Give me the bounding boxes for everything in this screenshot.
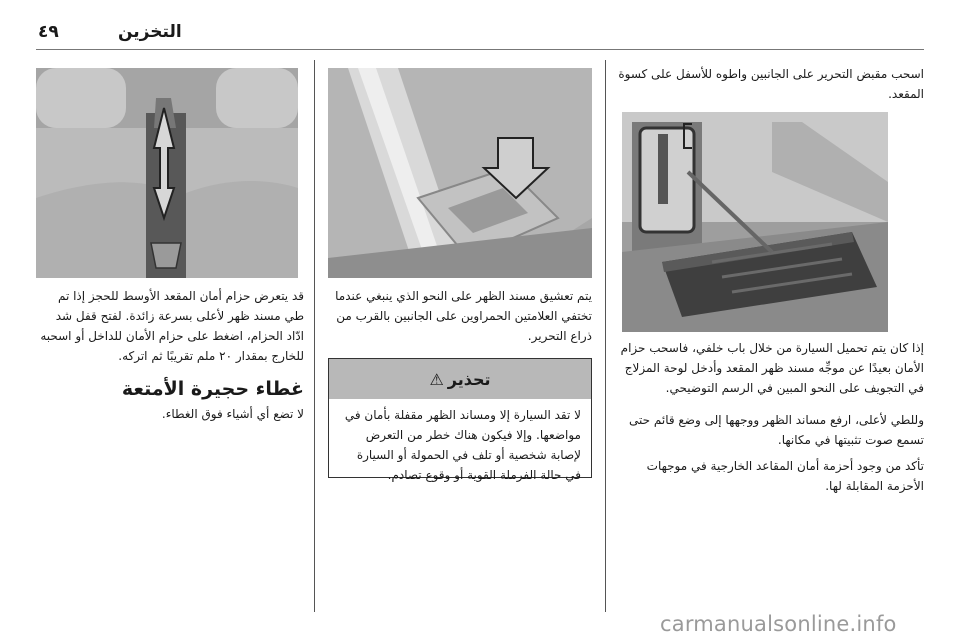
load-cover-paragraph: لا تضع أي أشياء فوق الغطاء. <box>161 407 304 421</box>
page-number: ٤٩ <box>38 22 59 42</box>
watermark: carmanualsonline.info <box>660 612 897 636</box>
engagement-paragraph: يتم تعشيق مسند الظهر على النحو الذي ينبغي عندما تختفي العلامتين الحمراوين على الجانبين بالقرب من ذراع التحرير. <box>335 289 592 343</box>
column-divider-right <box>605 60 606 612</box>
loading-paragraph: إذا كان يتم تحميل السيارة من خلال باب خلفي، فاسحب حزام الأمان بعيدًا عن موجِّه مسند ظهر المقعد وأدخل لوحة المزلاج في التجويف على النحو المبين في الرسم التوضيحي. <box>620 341 924 395</box>
belt-check-paragraph: تأكد من وجود أحزمة أمان المقاعد الخارجية في موجهات الأحزمة المقابلة لها. <box>646 459 924 493</box>
intro-paragraph: اسحب مقبض التحرير على الجانبين واطوه للأسفل على كسوة المقعد. <box>618 67 924 101</box>
warning-box <box>328 358 592 482</box>
warning-title: تحذير <box>447 369 491 389</box>
center-belt-photo <box>36 68 298 278</box>
fold-up-paragraph: وللطي لأعلى، ارفع مساند الظهر ووجهها إلى وضع قائم حتى تسمع صوت تثبيتها في مكانها. <box>629 413 924 447</box>
seatback-lock-photo <box>328 68 592 278</box>
warning-triangle-icon: ⚠ <box>429 369 444 389</box>
warning-header <box>329 359 591 399</box>
header-rule <box>36 49 924 50</box>
warning-text: لا تقد السيارة إلا ومساند الظهر مقفلة بأمان في مواضعها. وإلا فيكون هناك خطر من التعرض لإصابة شخصية أو تلف في الحمولة أو السيارة في حالة الفرملة القوية أو وقوع تصادم. <box>344 408 581 482</box>
page-header <box>0 0 960 52</box>
folded-seat-photo <box>622 112 888 332</box>
center-belt-paragraph: قد يتعرض حزام أمان المقعد الأوسط للحجز إذا تم طي مسند ظهر لأعلى بسرعة زائدة. لفتح قفل شد ادّاد الحزام، اضغط على حزام الأمان للداخل أو اسحبه للخارج بمقدار ٢٠ ملم تقريبًا ثم اتركه. <box>40 289 304 363</box>
column-divider-left <box>314 60 315 612</box>
load-cover-heading: غطاء حجيرة الأمتعة <box>121 378 304 400</box>
section-title: التخزين <box>118 22 182 42</box>
